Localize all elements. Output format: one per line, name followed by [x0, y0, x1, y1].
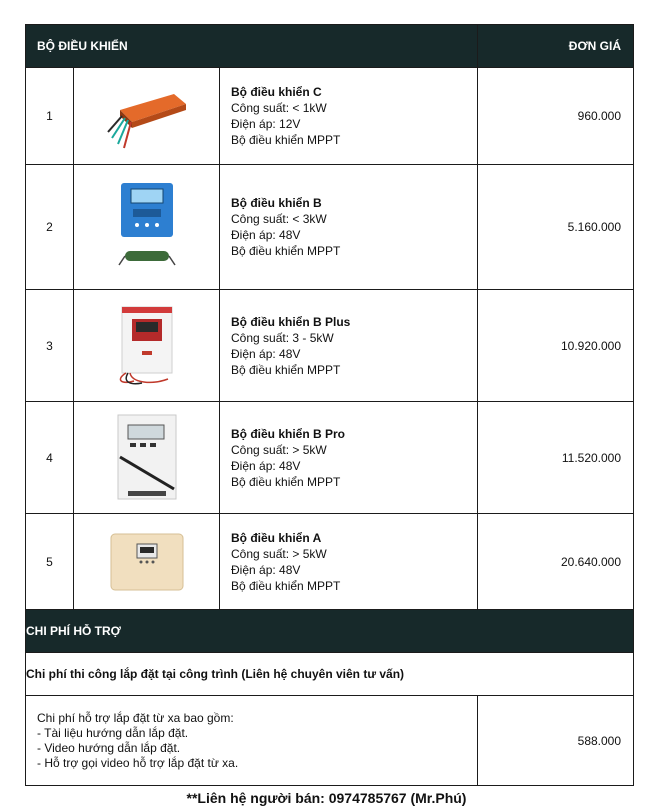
product-price: 5.160.000 [478, 165, 634, 290]
remote-support-description [26, 696, 478, 786]
product-voltage: Điện áp: 12V [231, 117, 301, 131]
product-power: Công suất: < 3kW [231, 212, 327, 226]
product-price: 20.640.000 [478, 514, 634, 610]
table-row [26, 514, 634, 610]
row-index: 2 [26, 165, 74, 290]
product-type: Bộ điều khiển MPPT [231, 474, 341, 489]
table-header [26, 25, 634, 68]
table-row [26, 402, 634, 514]
product-power: Công suất: > 5kW [231, 442, 327, 457]
remote-item: - Tài liệu hướng dẫn lắp đặt. [37, 725, 189, 740]
product-description [220, 165, 478, 290]
product-name: Bộ điều khiển B Pro [231, 426, 346, 441]
support-title: CHI PHÍ HỖ TRỢ [26, 610, 634, 653]
product-type: Bộ điều khiển MPPT [231, 578, 341, 593]
product-name: Bộ điều khiển A [231, 530, 322, 545]
product-power: Công suất: 3 - 5kW [231, 330, 334, 345]
table-row [26, 68, 634, 165]
product-voltage: Điện áp: 48V [231, 346, 301, 361]
product-price: 11.520.000 [478, 402, 634, 514]
product-description [220, 68, 478, 165]
product-name: Bộ điều khiển B [231, 196, 322, 210]
table-row [26, 290, 634, 402]
product-image-controller-c [74, 68, 220, 165]
product-voltage: Điện áp: 48V [231, 228, 301, 242]
product-voltage: Điện áp: 48V [231, 458, 301, 473]
product-description [220, 514, 478, 610]
controller-price-table [25, 24, 634, 786]
row-index: 4 [26, 402, 74, 514]
product-description [220, 402, 478, 514]
product-type: Bộ điều khiển MPPT [231, 244, 341, 258]
product-price: 10.920.000 [478, 290, 634, 402]
row-index: 1 [26, 68, 74, 165]
product-voltage: Điện áp: 48V [231, 562, 301, 577]
header-price: ĐƠN GIÁ [478, 25, 634, 68]
product-power: Công suất: > 5kW [231, 546, 327, 561]
seller-contact: **Liên hệ người bán: 0974785767 (Mr.Phú) [186, 790, 467, 806]
remote-item: - Hỗ trợ gọi video hỗ trợ lắp đặt từ xa. [37, 755, 239, 770]
table-row [26, 165, 634, 290]
product-name: Bộ điều khiển C [231, 85, 322, 99]
row-index: 5 [26, 514, 74, 610]
product-power: Công suất: < 1kW [231, 101, 327, 115]
remote-item: - Video hướng dẫn lắp đặt. [37, 740, 181, 755]
product-image-controller-a [74, 514, 220, 610]
remote-intro: Chi phí hỗ trợ lắp đặt từ xa bao gồm: [37, 710, 234, 725]
support-section-header [26, 610, 634, 653]
remote-support-price: 588.000 [478, 696, 634, 786]
support-install-row [26, 653, 634, 696]
support-remote-row [26, 696, 634, 786]
product-type: Bộ điều khiển MPPT [231, 133, 341, 147]
row-index: 3 [26, 290, 74, 402]
product-image-controller-b [74, 165, 220, 290]
product-price: 960.000 [478, 68, 634, 165]
install-note: Chi phí thi công lắp đặt tại công trình (Liên hệ chuyên viên tư vấn) [26, 653, 634, 696]
product-image-controller-b-pro [74, 402, 220, 514]
product-type: Bộ điều khiển MPPT [231, 362, 341, 377]
product-description [220, 290, 478, 402]
header-product: BỘ ĐIỀU KHIỂN [26, 25, 478, 68]
product-image-controller-b-plus [74, 290, 220, 402]
product-name: Bộ điều khiển B Plus [231, 314, 351, 329]
price-sheet [25, 24, 633, 786]
